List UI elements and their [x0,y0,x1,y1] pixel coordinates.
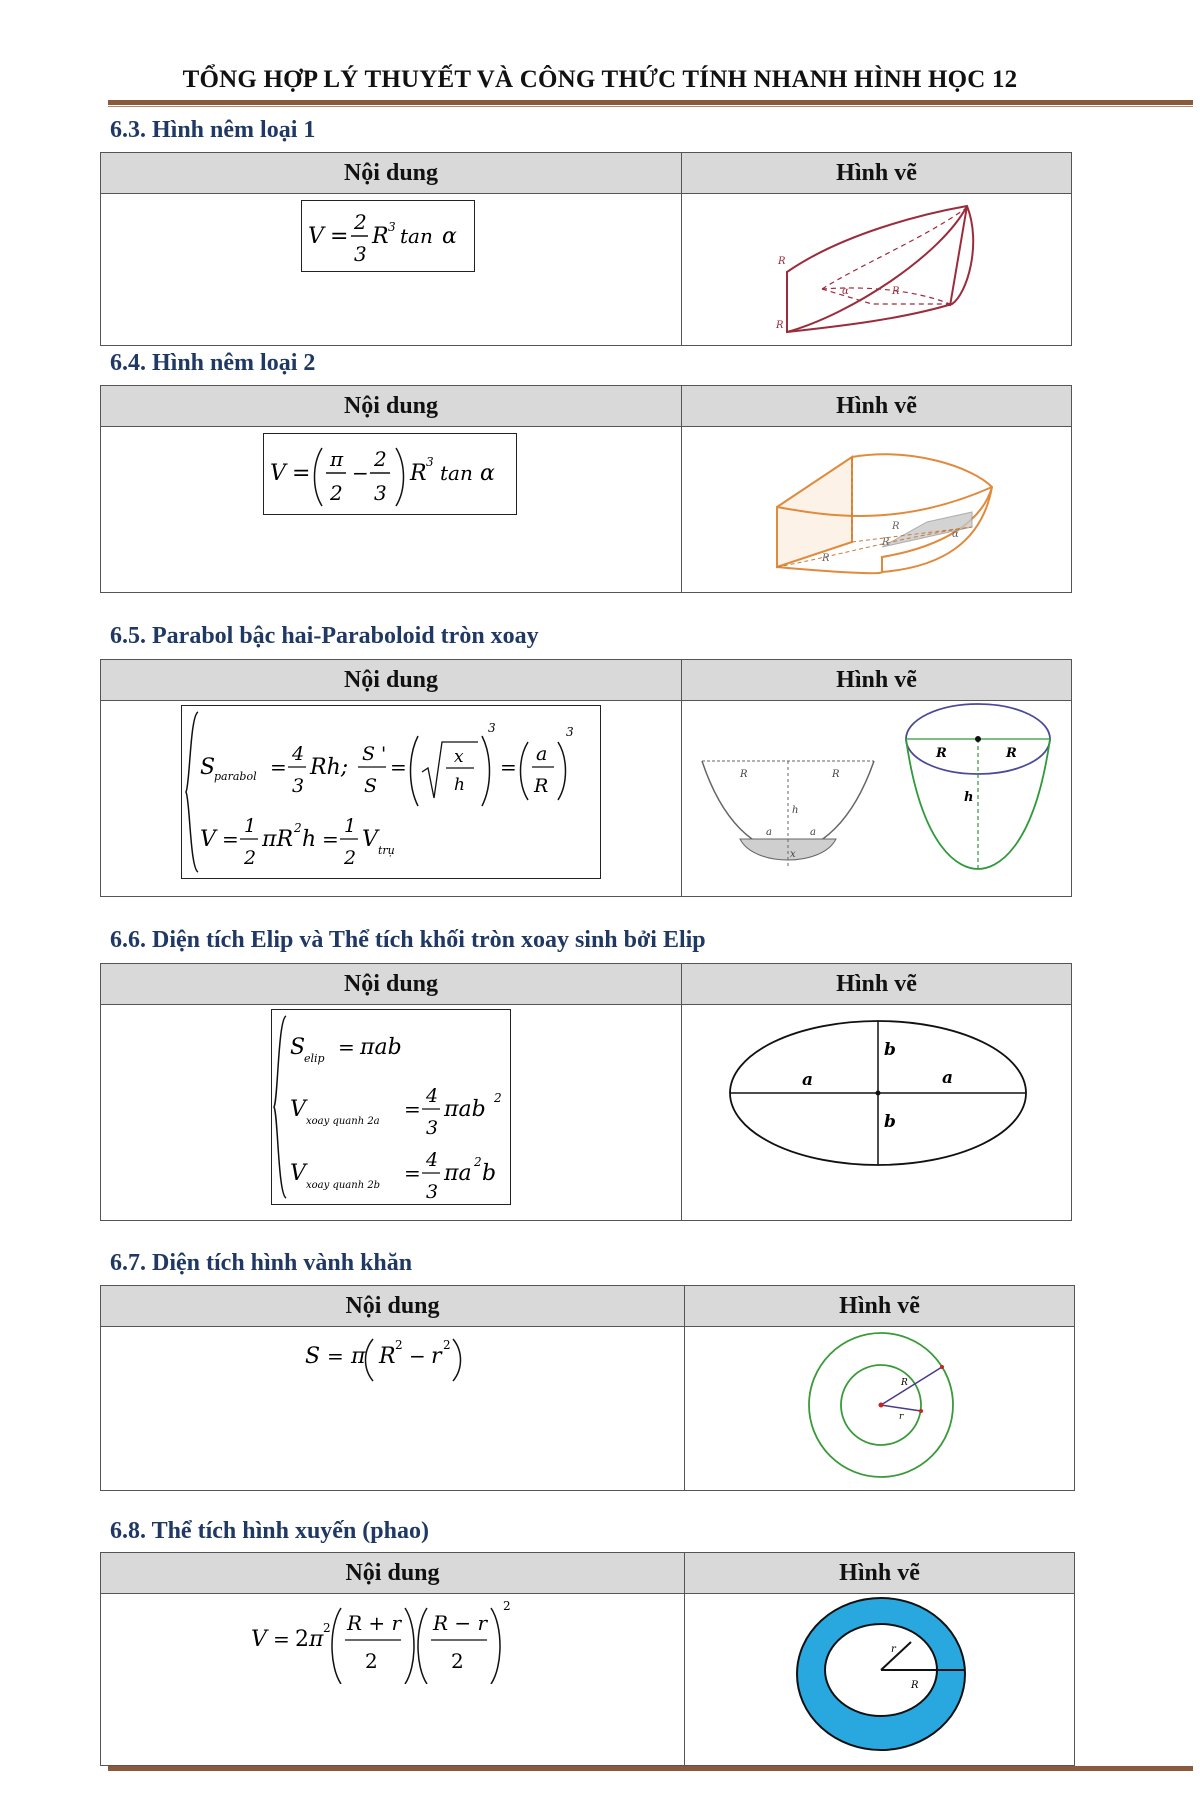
svg-text:2: 2 [374,447,387,471]
svg-text:π: π [309,1627,324,1652]
figure-cell [682,701,1072,897]
section-table-6-3 [100,152,1072,346]
svg-text:2: 2 [294,821,302,835]
formula-graphic [182,706,600,878]
bottom-divider [108,1766,1193,1771]
svg-text:=: = [390,755,407,779]
label-r: r [899,1412,904,1422]
label-R: R [1006,746,1017,761]
svg-text:=: = [222,827,239,851]
torus-figure [685,1594,1074,1760]
label-r: r [891,1644,896,1655]
svg-text:S: S [364,775,378,797]
svg-text:4: 4 [426,1085,439,1107]
svg-text:h: h [454,775,465,795]
svg-text:=: = [404,1161,421,1185]
section-table-6-8 [100,1552,1075,1766]
label-alpha: α [842,286,849,297]
figure-cell [685,1327,1075,1491]
formula-annulus [101,1327,684,1387]
svg-text:4: 4 [292,743,305,765]
svg-text:=: = [292,461,311,486]
formula-graphic [264,434,516,514]
label-h: h [792,805,799,816]
svg-text:xoay quanh 2b: xoay quanh 2b [306,1180,381,1191]
header-figure: Hình vẽ [685,1553,1075,1594]
section-table-6-6 [100,963,1072,1221]
ellipse-figure [682,1005,1071,1215]
svg-text:=: = [330,224,349,249]
svg-text:V: V [251,1627,267,1652]
svg-text:x: x [454,747,464,767]
svg-text:2: 2 [395,1338,403,1352]
section-title-6-6: 6.6. Diện tích Elip và Thể tích khối tròn xoay sinh bởi Elip [110,927,706,953]
svg-text:xoay quanh 2a: xoay quanh 2a [306,1116,380,1127]
svg-text:3: 3 [374,481,387,505]
svg-text:trụ: trụ [378,844,395,857]
label-b: b [884,1040,896,1060]
label-R: R [892,286,900,297]
label-a: a [942,1068,954,1088]
svg-text:R: R [372,224,389,249]
label-a: a [766,827,772,838]
formula-cell [101,1594,685,1766]
svg-text:3: 3 [354,242,367,266]
label-h: h [964,790,974,805]
svg-text:α: α [480,461,495,486]
svg-text:S: S [290,1035,306,1060]
svg-text:=: = [270,755,287,779]
svg-text:−: − [352,461,369,485]
svg-text:=: = [404,1097,421,1121]
svg-text:−: − [409,1344,426,1368]
svg-text:2: 2 [295,1627,309,1652]
header-figure: Hình vẽ [685,1286,1075,1327]
svg-text:2: 2 [323,1621,331,1635]
svg-text:3: 3 [488,721,496,735]
svg-text:S: S [200,755,216,780]
label-R: R [936,746,947,761]
section-title-6-5: 6.5. Parabol bậc hai-Paraboloid tròn xoay [110,623,539,649]
formula-cell [101,1005,682,1221]
svg-text:V: V [290,1161,306,1186]
formula-ellipse [271,1009,511,1205]
svg-text:V: V [200,827,216,852]
figure-cell [682,1005,1072,1221]
formula-wedge-1 [301,200,475,272]
header-content: Nội dung [101,153,682,194]
section-title-6-8: 6.8. Thể tích hình xuyến (phao) [110,1518,429,1544]
svg-text:R: R [534,775,549,797]
label-R: R [822,553,830,564]
figure-cell [685,1594,1075,1766]
svg-text:α: α [442,224,457,249]
header-content: Nội dung [101,660,682,701]
svg-text:2: 2 [451,1649,464,1673]
svg-text:4: 4 [426,1149,439,1171]
figure-cell [682,427,1072,593]
svg-text:πa: πa [444,1161,472,1186]
svg-text:S: S [305,1344,321,1369]
section-title-6-3: 6.3. Hình nêm loại 1 [110,117,316,143]
svg-text:=: = [273,1627,290,1651]
svg-text:2: 2 [503,1599,511,1613]
svg-text:3: 3 [388,220,396,234]
svg-text:2: 2 [244,847,257,869]
svg-text:S ': S ' [362,743,387,765]
svg-text:2: 2 [354,210,367,234]
svg-text:2: 2 [474,1155,482,1169]
label-R: R [892,521,900,532]
label-R: R [832,769,840,780]
formula-wedge-2 [263,433,517,515]
label-R: R [882,537,890,548]
svg-text:πR: πR [262,827,294,852]
label-a: a [810,827,816,838]
label-alpha: α [952,529,959,540]
svg-text:2: 2 [365,1649,378,1673]
svg-text:1: 1 [344,815,357,837]
svg-text:π: π [330,447,344,471]
svg-text:a: a [536,743,548,765]
formula-cell [101,1327,685,1491]
wedge-1-figure [682,194,1071,340]
svg-text:elip: elip [304,1052,325,1065]
svg-text:3: 3 [426,1181,439,1203]
figure-cell [682,194,1072,346]
svg-text:1: 1 [244,815,257,837]
header-figure: Hình vẽ [682,386,1072,427]
svg-text:=: = [500,755,517,779]
label-R: R [911,1680,919,1691]
svg-text:π: π [351,1344,366,1369]
header-figure: Hình vẽ [682,153,1072,194]
svg-text:tan: tan [400,224,433,248]
svg-text:V: V [290,1097,306,1122]
label-R: R [901,1378,908,1388]
formula-parabola [181,705,601,879]
label-b: b [884,1112,896,1132]
section-title-6-4: 6.4. Hình nêm loại 2 [110,350,316,376]
svg-text:V: V [270,461,286,486]
svg-text:2: 2 [494,1091,502,1105]
header-content: Nội dung [101,386,682,427]
top-divider [108,100,1193,105]
label-x: x [790,849,796,860]
label-R: R [778,256,786,267]
svg-text:3: 3 [292,775,305,797]
svg-text:=: = [322,827,339,851]
svg-text:πab: πab [444,1097,486,1122]
header-content: Nội dung [101,1553,685,1594]
formula-cell [101,194,682,346]
formula-graphic [272,1010,510,1204]
svg-text:=: = [338,1035,355,1059]
header-content: Nội dung [101,1286,685,1327]
formula-cell [101,427,682,593]
svg-text:=: = [327,1344,344,1368]
parabola-figure [682,701,1071,891]
top-divider-thin [108,106,1193,107]
svg-text:R: R [379,1344,396,1369]
formula-torus [101,1594,684,1684]
svg-text:R: R [410,461,427,486]
svg-text:3: 3 [426,455,434,469]
svg-text:3: 3 [426,1117,439,1139]
formula-graphic [302,201,474,271]
annulus-figure [685,1327,1074,1485]
svg-text:πab: πab [360,1035,402,1060]
svg-text:3: 3 [566,725,574,739]
svg-text:r: r [431,1344,442,1369]
svg-text:2: 2 [344,847,357,869]
svg-text:h: h [302,827,317,852]
svg-text:2: 2 [443,1338,451,1352]
label-R: R [740,769,748,780]
section-table-6-7 [100,1285,1075,1491]
svg-text:R + r: R + r [347,1611,402,1635]
svg-text:parabol: parabol [214,770,257,783]
svg-text:V: V [362,827,378,852]
section-table-6-4 [100,385,1072,593]
header-content: Nội dung [101,964,682,1005]
svg-text:b: b [482,1161,497,1186]
svg-text:Rh;: Rh; [310,755,349,780]
label-R: R [776,320,784,331]
svg-text:V: V [308,224,324,249]
svg-text:R − r: R − r [433,1611,488,1635]
header-figure: Hình vẽ [682,660,1072,701]
svg-text:tan: tan [440,461,473,485]
page-title: TỔNG HỢP LÝ THUYẾT VÀ CÔNG THỨC TÍNH NHANH HÌNH HỌC 12 [182,66,1018,93]
header-figure: Hình vẽ [682,964,1072,1005]
section-title-6-7: 6.7. Diện tích hình vành khăn [110,1250,413,1276]
label-a: a [802,1070,814,1090]
svg-text:2: 2 [330,481,343,505]
wedge-2-figure [682,427,1071,587]
formula-cell [101,701,682,897]
section-table-6-5 [100,659,1072,897]
